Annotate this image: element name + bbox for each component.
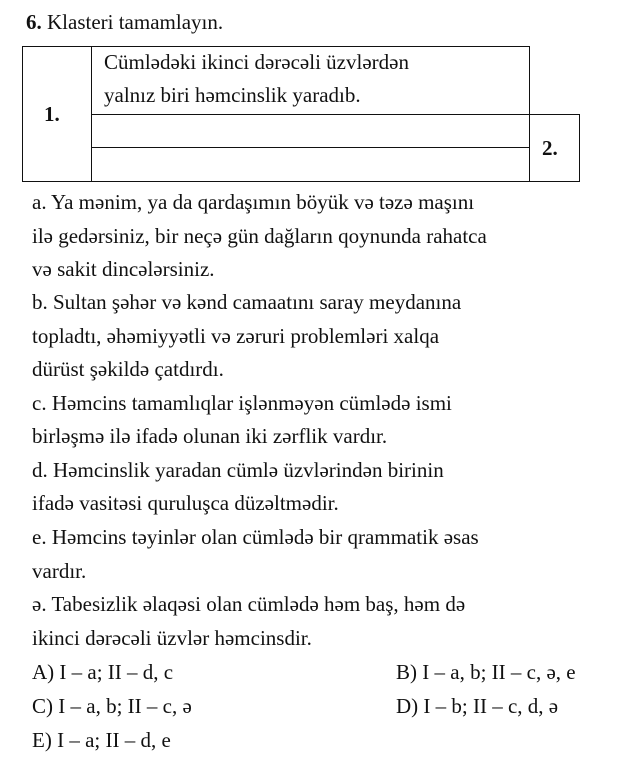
statement-line: dürüst şəkildə çatdırdı. xyxy=(32,357,224,381)
cluster-label-1: 1. xyxy=(44,102,60,126)
question-instruction: Klasteri tamamlayın. xyxy=(47,10,224,34)
statement-line: vardır. xyxy=(32,559,87,583)
statement-line: birləşmə ilə ifadə olunan iki zərflik vardır. xyxy=(32,424,388,448)
question-title xyxy=(26,8,223,36)
statement-line: və sakit dincələrsiniz. xyxy=(32,257,215,281)
option-a[interactable]: A) I – a; II – d, c xyxy=(32,660,174,684)
statement-line: a. Ya mənim, ya da qardaşımın böyük və təzə maşını xyxy=(32,190,475,214)
statement-line: topladtı, əhəmiyyətli və zəruri problemləri xalqa xyxy=(32,324,440,348)
cluster-label-2: 2. xyxy=(542,136,558,160)
cluster-main-text-line2: yalnız biri həmcinslik yaradıb. xyxy=(104,83,361,107)
option-d[interactable]: D) I – b; II – c, d, ə xyxy=(396,694,559,718)
statement-line: e. Həmcins təyinlər olan cümlədə bir qrammatik əsas xyxy=(32,525,479,549)
option-c[interactable]: C) I – a, b; II – c, ə xyxy=(32,694,192,718)
cluster-empty-slot-1 xyxy=(91,114,530,148)
question-number: 6. xyxy=(26,10,42,34)
statement-line: b. Sultan şəhər və kənd camaatını saray meydanına xyxy=(32,290,462,314)
statement-line: ilə gedərsiniz, bir neçə gün dağların qoynunda rahatca xyxy=(32,224,487,248)
cluster-empty-slot-2 xyxy=(91,147,530,182)
option-e[interactable]: E) I – a; II – d, e xyxy=(32,728,171,752)
statement-line: ifadə vasitəsi quruluşca düzəltmədir. xyxy=(32,491,339,515)
statement-line: ikinci dərəcəli üzvlər həmcinsdir. xyxy=(32,626,312,650)
option-b[interactable]: B) I – a, b; II – c, ə, e xyxy=(396,660,576,684)
statement-line: c. Həmcins tamamlıqlar işlənməyən cümlədə ismi xyxy=(32,391,452,415)
cluster-main-text-line1: Cümlədəki ikinci dərəcəli üzvlərdən xyxy=(104,50,409,74)
statement-line: ə. Tabesizlik əlaqəsi olan cümlədə həm baş, həm də xyxy=(32,592,466,616)
statement-line: d. Həmcinslik yaradan cümlə üzvlərindən birinin xyxy=(32,458,444,482)
